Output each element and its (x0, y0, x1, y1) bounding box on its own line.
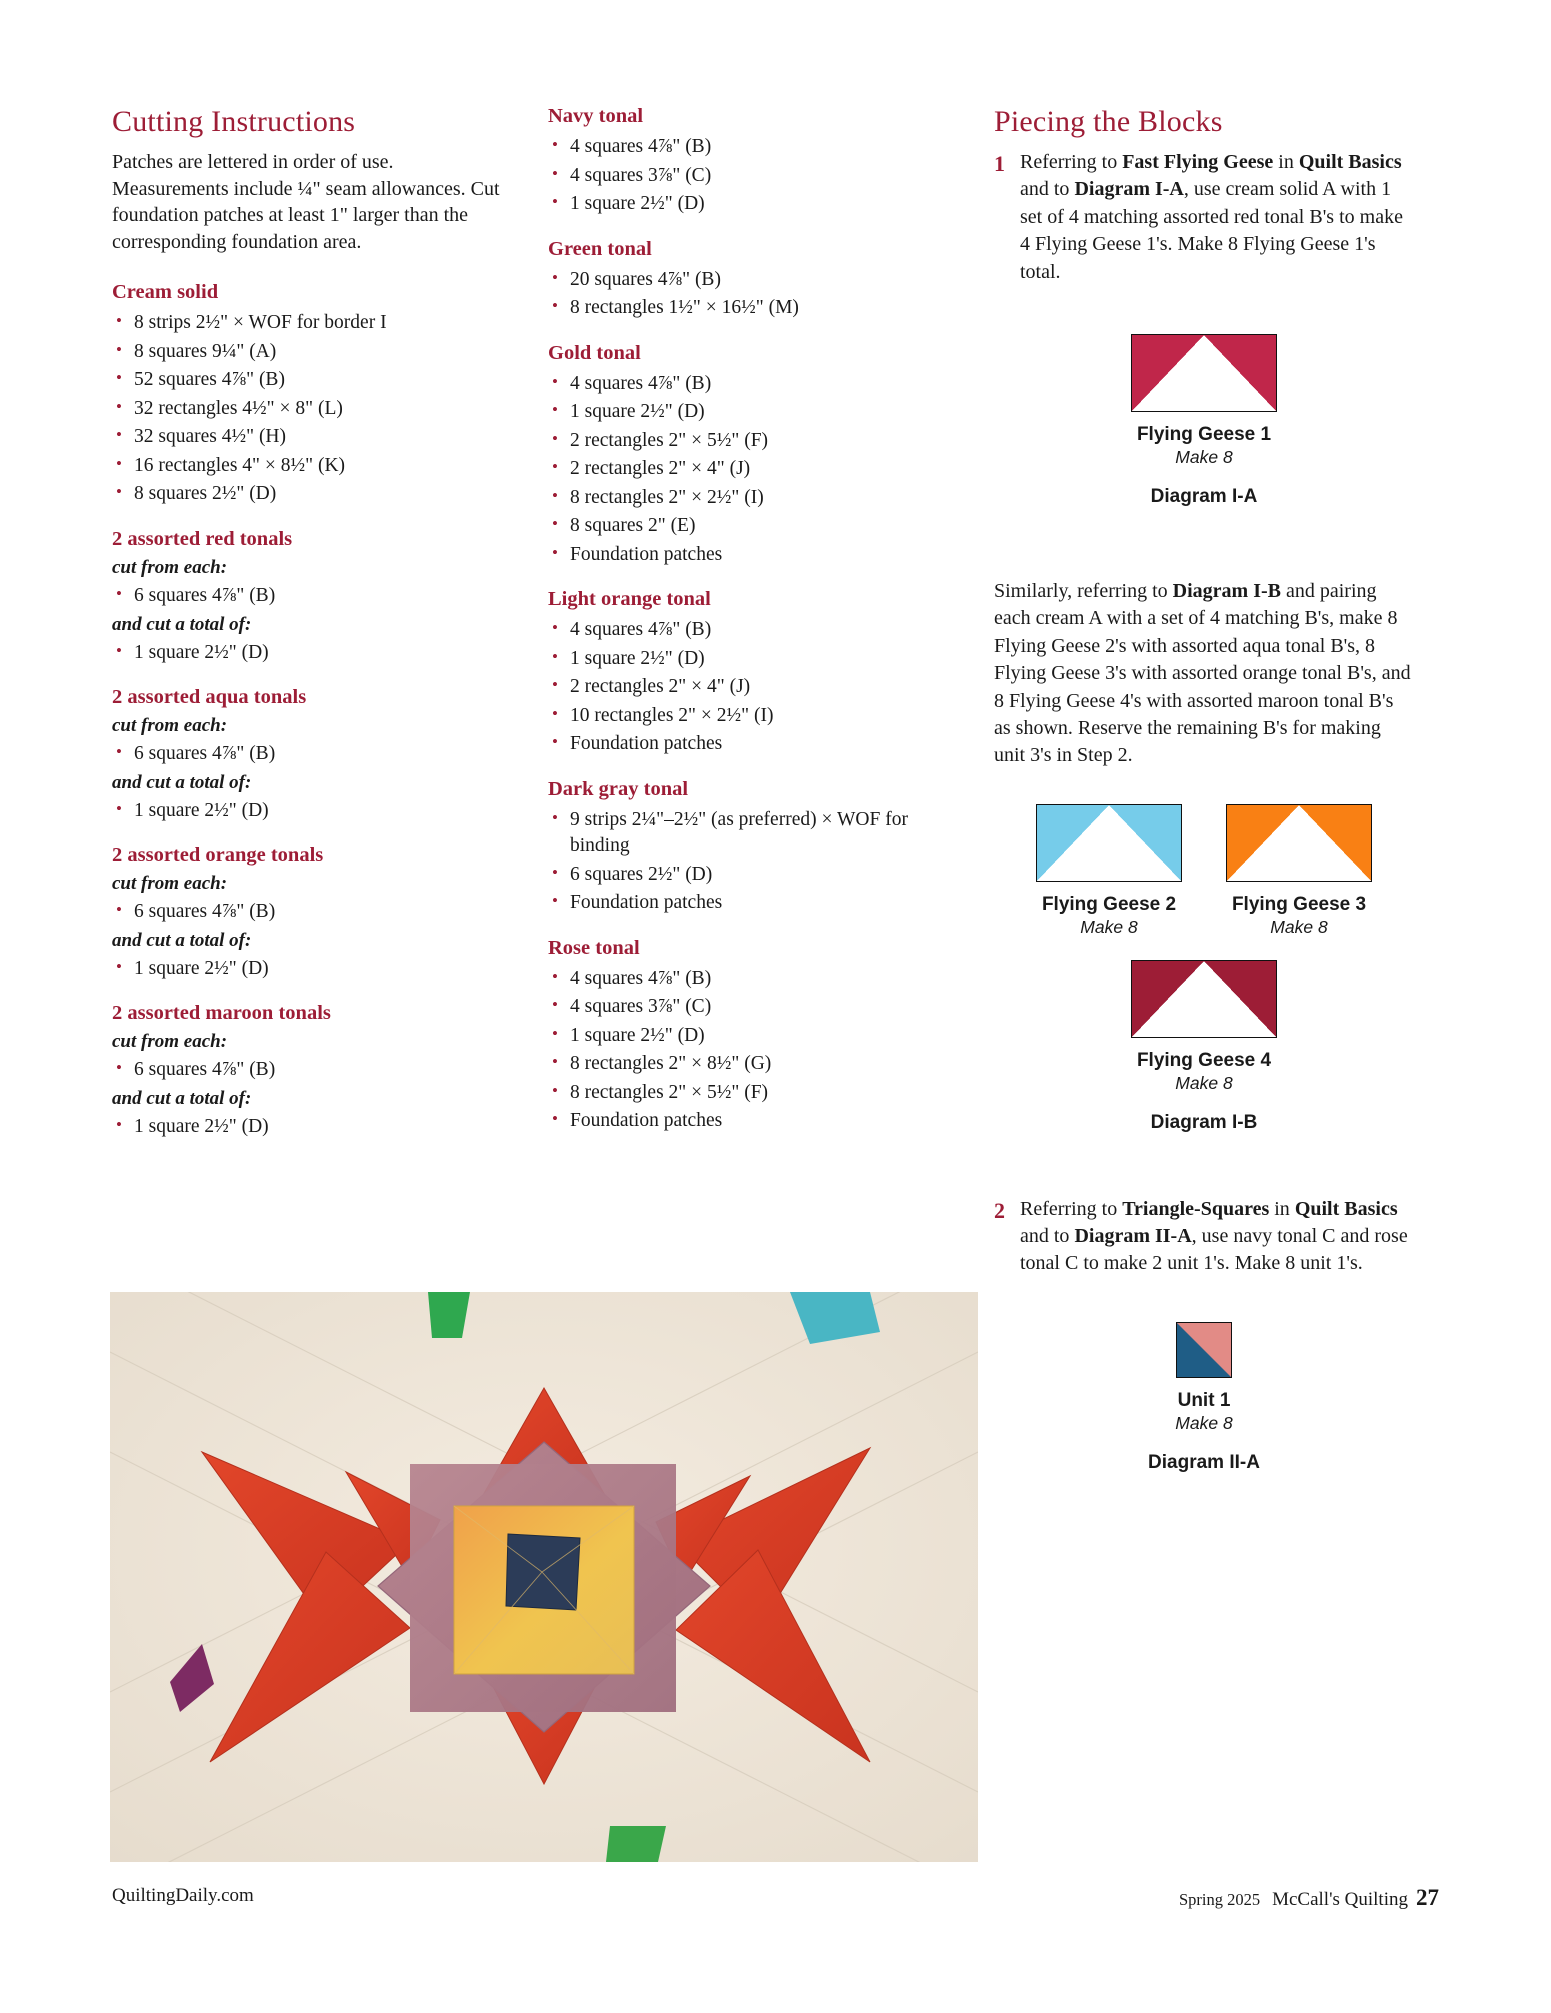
quilt-block-photo (110, 1292, 978, 1862)
list-item: • 2 rectangles 2" × 5½" (F) (548, 428, 948, 455)
list-item: • 8 rectangles 2" × 2½" (I) (548, 485, 948, 512)
step-text-bold: Diagram II-A (1074, 1225, 1192, 1248)
list-item: • 6 squares 4⅞" (B) (112, 1057, 512, 1084)
step-1 (994, 149, 1414, 286)
list-item: • 1 square 2½" (D) (548, 399, 948, 426)
group-heading-dark-gray-tonal: Dark gray tonal (548, 777, 689, 800)
group-heading-aqua-tonals: 2 assorted aqua tonals (112, 686, 307, 709)
list-item: • 4 squares 4⅞" (B) (548, 966, 948, 993)
step-text-bold: Quilt Basics (1294, 1197, 1398, 1220)
list-item: • 8 squares 9¼" (A) (112, 339, 512, 366)
triangle-left (1227, 805, 1299, 881)
list-item: • 6 squares 2½" (D) (548, 862, 948, 889)
unit-label: Flying Geese 4 (1136, 1049, 1272, 1071)
list-item: • 9 strips 2¼"–2½" (as preferred) × WOF for binding (548, 807, 948, 860)
fabric-cut-list-column (548, 105, 948, 1137)
list-item: • 16 rectangles 4" × 8½" (K) (112, 453, 512, 480)
unit-label: Flying Geese 2 (1041, 893, 1177, 915)
para-text-bold: Diagram I-B (1172, 579, 1281, 602)
list-item: • 1 square 2½" (D) (548, 1023, 948, 1050)
list-item: • 4 squares 4⅞" (B) (548, 371, 948, 398)
footer-issue-info (1179, 1885, 1439, 1911)
cut-note-total: and cut a total of: (112, 929, 252, 951)
list-item: • 4 squares 3⅞" (C) (548, 163, 948, 190)
cut-note-total: and cut a total of: (112, 1087, 252, 1109)
cut-note: cut from each: (112, 715, 228, 737)
list-item: • 4 squares 4⅞" (B) (548, 134, 948, 161)
list-item: • 8 squares 2" (E) (548, 513, 948, 540)
step-text-part: in (1269, 1197, 1295, 1220)
list-item: • 2 rectangles 2" × 4" (J) (548, 674, 948, 701)
list-item: • 6 squares 4⅞" (B) (112, 899, 512, 926)
footer-magazine: McCall's Quilting (1272, 1889, 1408, 1910)
list-item: • 32 squares 4½" (H) (112, 424, 512, 451)
triangle-upper-left (1177, 1323, 1231, 1377)
cut-list-cream-solid (112, 310, 512, 508)
triangle-left (1037, 805, 1109, 881)
step-text-part: , use cream solid A with 1 set of 4 matching assorted red tonal B's to make 4 Flying Geese 1's. Make 8 Flying Geese 1's total. (1020, 178, 1403, 283)
flying-geese-2-group (1036, 804, 1182, 938)
piecing-title: Piecing the Blocks (994, 105, 1223, 138)
cut-list-rose-tonal (548, 966, 948, 1135)
triangle-right (1109, 805, 1181, 881)
cut-note: cut from each: (112, 556, 228, 578)
step-text-bold: Diagram I-A (1074, 178, 1184, 201)
step-number: 2 (994, 1197, 1005, 1223)
list-item: • Foundation patches (548, 542, 948, 569)
step-2 (994, 1196, 1414, 1278)
step-text-part: Referring to (1020, 151, 1123, 173)
list-item: • 1 square 2½" (D) (112, 640, 512, 667)
group-heading-red-tonals: 2 assorted red tonals (112, 527, 293, 550)
group-heading-maroon-tonals: 2 assorted maroon tonals (112, 1002, 331, 1025)
list-item: • Foundation patches (548, 1108, 948, 1135)
list-item: • 6 squares 4⅞" (B) (112, 583, 512, 610)
cut-list-gold-tonal (548, 371, 948, 569)
make-label: Make 8 (1270, 916, 1328, 937)
cut-list-aqua-tonals-total (112, 798, 512, 825)
list-item: • 4 squares 4⅞" (B) (548, 617, 948, 644)
group-heading-orange-tonals: 2 assorted orange tonals (112, 844, 324, 867)
diagram-I-B-row-1 (994, 804, 1414, 938)
footer-page-number: 27 (1416, 1885, 1439, 1910)
cut-list-aqua-tonals (112, 741, 512, 768)
triangle-right (1204, 961, 1276, 1037)
diagram-label: Diagram II-A (1148, 1451, 1260, 1473)
list-item: • Foundation patches (548, 731, 948, 758)
make-label: Make 8 (1175, 446, 1233, 467)
step-number: 1 (994, 151, 1005, 176)
group-heading-navy-tonal: Navy tonal (548, 105, 644, 127)
list-item: • 1 square 2½" (D) (112, 798, 512, 825)
unit-label: Flying Geese 1 (1136, 423, 1272, 445)
flying-geese-2-figure (1036, 804, 1182, 882)
cut-list-orange-tonals-total (112, 956, 512, 983)
diagram-II-A (994, 1322, 1414, 1474)
list-item: • 4 squares 3⅞" (C) (548, 994, 948, 1021)
list-item: • Foundation patches (548, 890, 948, 917)
make-label: Make 8 (1175, 1412, 1233, 1433)
triangle-left (1132, 961, 1204, 1037)
footer-website: QuiltingDaily.com (112, 1885, 254, 1906)
group-heading-cream-solid: Cream solid (112, 281, 219, 304)
step-text-part: , use navy tonal C and rose tonal C to make 2 unit 1's. Make 8 unit 1's. (1020, 1225, 1408, 1275)
unit-label: Unit 1 (1177, 1389, 1231, 1411)
list-item: • 52 squares 4⅞" (B) (112, 367, 512, 394)
list-item: • 20 squares 4⅞" (B) (548, 267, 948, 294)
triangle-left (1132, 335, 1204, 411)
step-text-bold: Quilt Basics (1298, 151, 1402, 173)
cut-note: cut from each: (112, 1031, 228, 1053)
cut-list-orange-tonals (112, 899, 512, 926)
step-text-part: Referring to (1020, 1197, 1123, 1220)
group-heading-gold-tonal: Gold tonal (548, 341, 641, 364)
flying-geese-3-group (1226, 804, 1372, 938)
unit-1-figure (1176, 1322, 1232, 1378)
make-label: Make 8 (1080, 916, 1138, 937)
unit-label: Flying Geese 3 (1231, 893, 1367, 915)
list-item: • 6 squares 4⅞" (B) (112, 741, 512, 768)
intro-paragraph: Patches are lettered in order of use. Measurements include ¼" seam allowances. Cut foundation patches at least 1" larger than the corresponding foundation area. (112, 151, 500, 253)
diagram-I-B (994, 804, 1414, 1134)
cutting-instructions-column (112, 105, 512, 1142)
list-item: • 32 rectangles 4½" × 8" (L) (112, 396, 512, 423)
cut-list-green-tonal (548, 267, 948, 322)
cut-list-navy-tonal (548, 134, 948, 218)
step-text-bold: Triangle-Squares (1122, 1197, 1270, 1220)
page-title: Cutting Instructions (112, 105, 356, 138)
cut-list-light-orange-tonal (548, 617, 948, 758)
step-text-part: and to (1020, 1225, 1075, 1248)
flying-geese-4-figure (1131, 960, 1277, 1038)
diagram-label: Diagram I-A (1150, 485, 1258, 507)
list-item: • 1 square 2½" (D) (112, 1114, 512, 1141)
list-item: • 8 rectangles 2" × 8½" (G) (548, 1051, 948, 1078)
cut-list-red-tonals-total (112, 640, 512, 667)
piecing-the-blocks-column (994, 105, 1414, 1474)
cut-note-total: and cut a total of: (112, 613, 252, 635)
cut-list-maroon-tonals (112, 1057, 512, 1084)
list-item: • 8 squares 2½" (D) (112, 481, 512, 508)
flying-geese-1-figure (1131, 334, 1277, 412)
triangle-right (1204, 335, 1276, 411)
triangle-right (1299, 805, 1371, 881)
list-item: • 2 rectangles 2" × 4" (J) (548, 456, 948, 483)
list-item: • 1 square 2½" (D) (548, 191, 948, 218)
cut-note-total: and cut a total of: (112, 771, 252, 793)
step-text-part: in (1273, 151, 1299, 173)
step-text-bold: Fast Flying Geese (1122, 151, 1274, 173)
para-text-part: and pairing each cream A with a set of 4 matching B's, make 8 Flying Geese 2's with assorted aqua tonal B's, 8 Flying Geese 3's with assorted orange tonal B's, and 8 Flying Geese 4's with assorted maroon tonal B's as shown. Reserve the remaining B's for making unit 3's in Step 2. (994, 579, 1411, 767)
group-heading-light-orange-tonal: Light orange tonal (548, 588, 711, 611)
list-item: • 8 rectangles 1½" × 16½" (M) (548, 295, 948, 322)
list-item: • 8 strips 2½" × WOF for border I (112, 310, 512, 337)
list-item: • 10 rectangles 2" × 2½" (I) (548, 703, 948, 730)
step-text-part: and to (1020, 178, 1075, 201)
diagram-I-A (994, 334, 1414, 508)
flying-geese-3-figure (1226, 804, 1372, 882)
flying-geese-4-group (994, 960, 1414, 1134)
cut-note: cut from each: (112, 873, 228, 895)
para-text-part: Similarly, referring to (994, 579, 1173, 602)
cut-list-red-tonals (112, 583, 512, 610)
quilt-photo-illustration (110, 1292, 978, 1862)
paragraph-similarly (994, 578, 1414, 770)
group-heading-rose-tonal: Rose tonal (548, 936, 640, 959)
cut-list-dark-gray-tonal (548, 807, 948, 917)
cut-list-maroon-tonals-total (112, 1114, 512, 1141)
list-item: • 8 rectangles 2" × 5½" (F) (548, 1080, 948, 1107)
list-item: • 1 square 2½" (D) (548, 646, 948, 673)
make-label: Make 8 (1175, 1072, 1233, 1093)
diagram-label: Diagram I-B (1150, 1111, 1258, 1133)
group-heading-green-tonal: Green tonal (548, 237, 652, 260)
list-item: • 1 square 2½" (D) (112, 956, 512, 983)
footer-issue: Spring 2025 (1178, 1890, 1261, 1909)
